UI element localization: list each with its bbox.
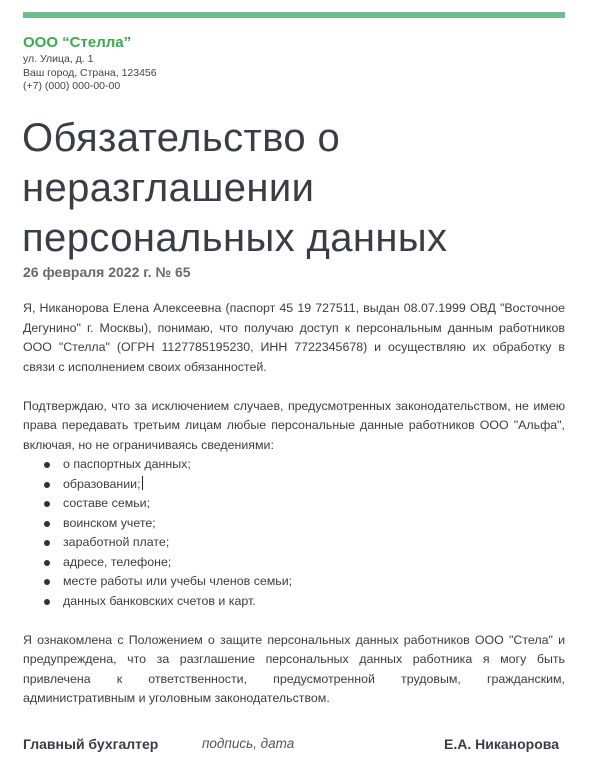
document-title[interactable]: [22, 113, 582, 263]
signer-role[interactable]: Главный бухгалтер: [23, 736, 159, 752]
list-item[interactable]: [23, 494, 565, 514]
list-item-text: адресе, телефоне;: [63, 554, 172, 569]
company-header: [23, 34, 157, 94]
text-cursor: [142, 476, 143, 490]
list-item-text: образовании;: [63, 476, 141, 491]
list-item[interactable]: [23, 514, 565, 534]
signature-date-placeholder[interactable]: подпись, дата: [202, 736, 295, 751]
company-phone[interactable]: (+7) (000) 000-00-00: [23, 80, 121, 92]
bullet-icon: [44, 599, 50, 605]
list-item[interactable]: [23, 475, 565, 495]
document-date-number[interactable]: 26 февраля 2022 г. № 65: [23, 264, 191, 280]
paragraph-confirmation[interactable]: Подтверждаю, что за исключением случаев, предусмотренных законодательством, не имею права передавать третьим лицам любые персональные данные работников ООО "Альфа", включая, но не ограничиваясь сведениями:: [23, 398, 565, 452]
header-accent-bar: [23, 12, 565, 18]
list-item-text: данных банковских счетов и карт.: [63, 593, 256, 608]
bullet-icon: [44, 482, 50, 488]
signer-name[interactable]: Е.А. Никанорова: [444, 736, 559, 752]
bullet-icon: [44, 540, 50, 546]
company-address-city[interactable]: Ваш город, Страна, 123456: [23, 66, 157, 79]
paragraph-spacer: [23, 611, 565, 631]
list-item-text: месте работы или учебы членов семьи;: [63, 574, 293, 588]
data-types-list: [23, 455, 565, 611]
list-item-text: о паспортных данных;: [63, 457, 191, 471]
list-item[interactable]: [23, 533, 565, 553]
paragraph-acknowledgement[interactable]: Я ознакомлена с Положением о защите персональных данных работников ООО "Стела" и предупреждена, что за разглашение персональных данных работника я могу быть привлечена к ответственности, предусмотренной трудовым, гражданским, административным и уголовным законодательством.: [23, 632, 565, 705]
list-item[interactable]: [23, 572, 565, 592]
company-name[interactable]: ООО “Стелла”: [23, 34, 132, 51]
title-line-1[interactable]: Обязательство о: [22, 116, 341, 160]
document-body: [23, 299, 565, 709]
bullet-icon: [44, 521, 50, 527]
company-address-street[interactable]: ул. Улица, д. 1: [23, 53, 94, 65]
title-line-3[interactable]: персональных данных: [22, 216, 448, 260]
signature-block: [23, 736, 565, 756]
bullet-icon: [44, 579, 50, 585]
bullet-icon: [44, 560, 50, 566]
list-item[interactable]: [23, 592, 565, 612]
list-item-text: заработной плате;: [63, 535, 170, 549]
list-item[interactable]: [23, 455, 565, 475]
paragraph-spacer: [23, 377, 565, 397]
bullet-icon: [44, 462, 50, 468]
list-item[interactable]: [23, 553, 565, 573]
title-line-2[interactable]: неразглашении: [22, 166, 315, 210]
list-item-text: воинском учете;: [63, 515, 156, 530]
list-item-text: составе семьи;: [63, 496, 151, 510]
bullet-icon: [44, 501, 50, 507]
paragraph-declaration[interactable]: Я, Никанорова Елена Алексеевна (паспорт 45 19 727511, выдан 08.07.1999 ОВД "Восточное Дегунино" г. Москвы), понимаю, что получаю доступ к персональным данным работников ООО "Стелла" (ОГРН 1127785195230, ИНН 7722345678) и осуществляю их обработку в связи с исполнением своих обязанностей.: [23, 301, 565, 374]
